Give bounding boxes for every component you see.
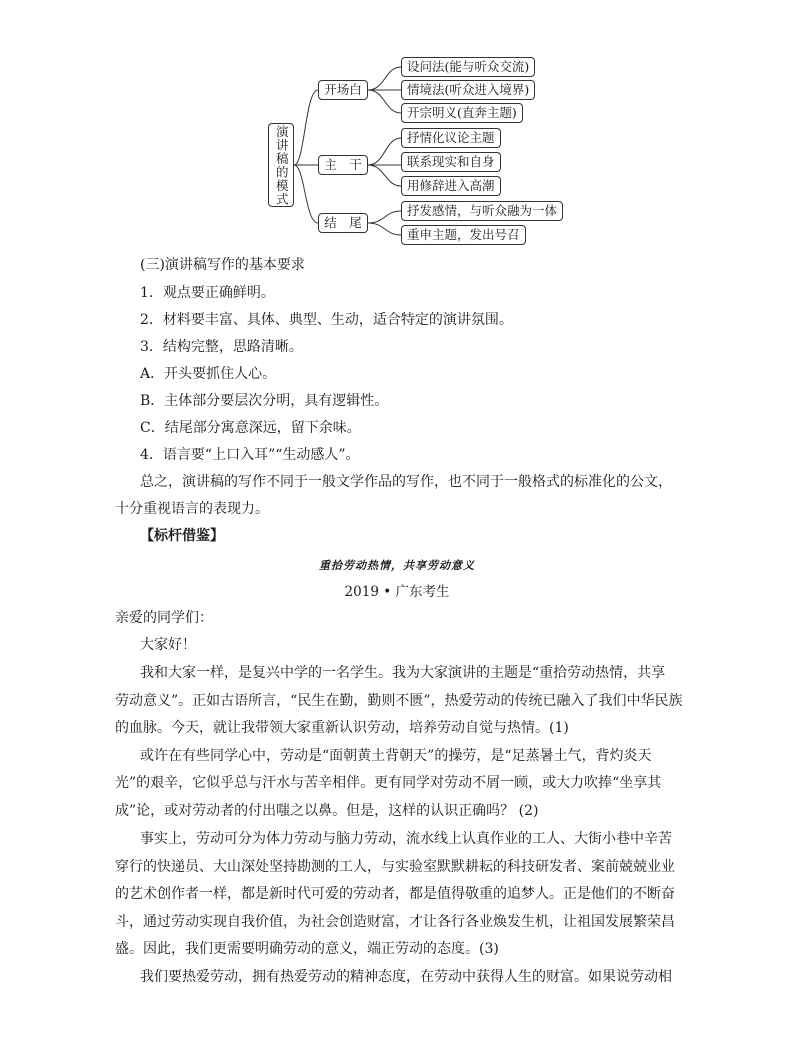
- speech-structure-diagram: [0, 0, 794, 250]
- essay-title: 重拾劳动热情，共享劳动意义: [319, 559, 475, 572]
- essay-line: 斗，通过劳动实现自我价值，为社会创造财富，才让各行各业焕发生机，让祖国发展繁荣昌: [115, 914, 675, 930]
- essay-line: 劳动意义”。正如古语所言，“民生在勤，勤则不匮”，热爱劳动的传统已融入了我们中华民族: [115, 693, 683, 709]
- branch-body: 主 干: [318, 155, 368, 175]
- essay-line: 我们要热爱劳动，拥有热爱劳动的精神态度，在劳动中获得人生的财富。如果说劳动相: [140, 969, 672, 985]
- leaf-body-3: 用修辞进入高潮: [401, 176, 501, 196]
- summary-line: 总之，演讲稿的写作不同于一般文学作品的写作，也不同于一般格式的标准化的公文，: [140, 474, 672, 490]
- requirement-item: 4．语言要“上口入耳”“生动感人”。: [140, 447, 360, 463]
- diagram-connectors: [0, 0, 794, 250]
- requirement-item: 2．材料要丰富、具体、典型、生动，适合特定的演讲氛围。: [140, 312, 513, 328]
- essay-line: 我和大家一样，是复兴中学的一名学生。我为大家演讲的主题是“重拾劳动热情，共享: [140, 665, 666, 681]
- essay-line: 或许在有些同学心中，劳动是“面朝黄土背朝天”的操劳，是“足蒸暑土气，背灼炎天: [140, 748, 652, 764]
- essay-line: 成”论，或对劳动者的付出嗤之以鼻。但是，这样的认识正确吗？ (2): [115, 803, 539, 819]
- requirement-item: 3．结构完整，思路清晰。: [140, 339, 303, 355]
- essay-line: 事实上，劳动可分为体力劳动与脑力劳动，流水线上认真作业的工人、大街小巷中辛苦: [140, 831, 672, 847]
- essay-line: 光”的艰辛，它似乎总与汗水与苦辛相伴。更有同学对劳动不屑一顾，或大力吹捧“坐享其: [115, 775, 662, 791]
- essay-line: 的血脉。今天，就让我带领大家重新认识劳动，培养劳动自觉与热情。(1): [115, 720, 569, 736]
- leaf-ending-1: 抒发感情，与听众融为一体: [401, 201, 563, 221]
- requirement-item: C．结尾部分寓意深远，留下余味。: [140, 420, 361, 436]
- leaf-body-2: 联系现实和自身: [401, 152, 501, 172]
- section-heading: (三)演讲稿写作的基本要求: [140, 257, 305, 273]
- leaf-opening-2: 情境法(听众进入境界): [401, 80, 535, 100]
- requirement-item: B．主体部分要层次分明，具有逻辑性。: [140, 393, 389, 409]
- essay-byline: 2019 • 广东考生: [344, 584, 450, 600]
- leaf-opening-3: 开宗明义(直奔主题): [401, 103, 523, 123]
- benchmark-label: 【标杆借鉴】: [140, 528, 224, 544]
- leaf-ending-2: 重申主题，发出号召: [401, 225, 526, 245]
- essay-salutation: 亲爱的同学们：: [115, 610, 213, 626]
- summary-line: 十分重视语言的表现力。: [115, 501, 269, 517]
- branch-opening: 开场白: [318, 80, 368, 100]
- requirement-item: A．开头要抓住人心。: [140, 366, 277, 382]
- diagram-root: 演讲稿的模式: [268, 123, 294, 207]
- leaf-opening-1: 设问法(能与听众交流): [401, 57, 535, 77]
- essay-line: 的艺术创作者一样，都是新时代可爱的劳动者，都是值得敬重的追梦人。正是他们的不断奋: [115, 886, 675, 902]
- leaf-body-1: 抒情化议论主题: [401, 128, 501, 148]
- essay-greeting: 大家好！: [140, 637, 196, 653]
- requirement-item: 1．观点要正确鲜明。: [140, 285, 275, 301]
- essay-line: 盛。因此，我们更需要明确劳动的意义，端正劳动的态度。(3): [115, 941, 499, 957]
- essay-line: 穿行的快递员、大山深处坚持勘测的工人，与实验室默默耕耘的科技研发者、案前兢兢业业: [115, 859, 675, 875]
- branch-ending: 结 尾: [318, 213, 368, 233]
